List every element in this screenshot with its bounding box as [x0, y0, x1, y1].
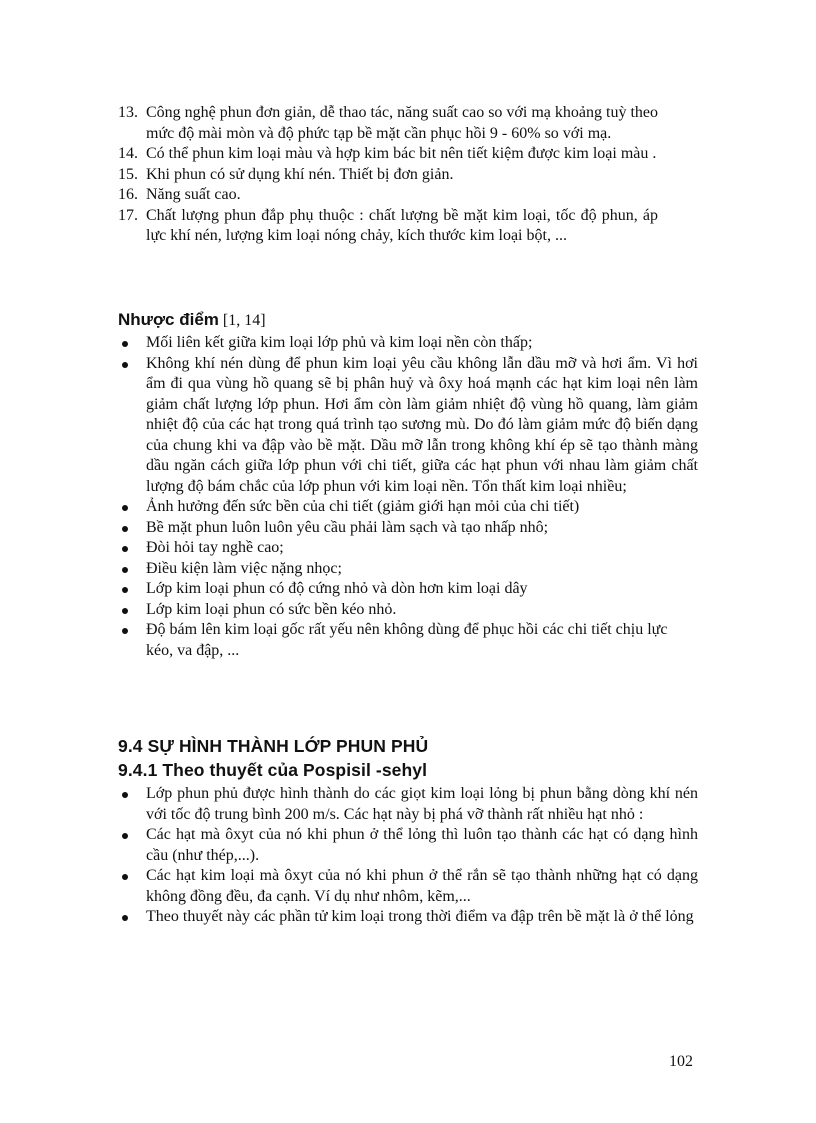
disadvantages-heading: Nhược điểm [1, 14] — [118, 310, 266, 329]
bullet-icon — [122, 341, 128, 347]
list-item: Theo thuyết này các phần tử kim loại trong thời điểm va đập trên bề mặt là ở thể lỏng — [118, 907, 698, 928]
bullet-icon — [122, 505, 128, 511]
list-item: Các hạt mà ôxyt của nó khi phun ở thể lỏng thì luôn tạo thành các hạt có dạng hình cầu (như thép,...). — [118, 825, 698, 866]
list-item: 13. Công nghệ phun đơn giản, dễ thao tác, năng suất cao so với mạ khoảng tuỳ theo mức độ mài mòn và độ phức tạp bề mặt cần phục hồi 9 - 60% so với mạ. — [118, 104, 658, 142]
bullet-icon — [122, 526, 128, 532]
bullet-icon — [122, 546, 128, 552]
list-item: Đòi hỏi tay nghề cao; — [118, 538, 698, 559]
list-item: Bề mặt phun luôn luôn yêu cầu phải làm sạch và tạo nhấp nhô; — [118, 518, 698, 539]
list-item: Lớp kim loại phun có sức bền kéo nhỏ. — [118, 600, 698, 621]
list-item: 17. Chất lượng phun đắp phụ thuộc : chất lượng bề mặt kim loại, tốc độ phun, áp lực khí nén, lượng kim loại nóng chảy, kích thước kim loại bột, ... — [118, 206, 658, 244]
list-item: Các hạt kim loại mà ôxyt của nó khi phun ở thể rắn sẽ tạo thành những hạt có dạng không đồng đều, đa cạnh. Ví dụ như nhôm, kẽm,... — [118, 866, 698, 907]
bullet-icon — [122, 792, 128, 798]
bullet-icon — [122, 915, 128, 921]
numbered-list — [118, 103, 658, 247]
bullet-icon — [122, 628, 128, 634]
list-item: Lớp phun phủ được hình thành do các giọt kim loại lỏng bị phun bằng dòng khí nén với tốc độ trung bình 200 m/s. Các hạt này bị phá vỡ thành rất nhiều hạt nhỏ : — [118, 784, 698, 825]
list-item: Ảnh hưởng đến sức bền của chi tiết (giảm giới hạn mỏi của chi tiết) — [118, 497, 698, 518]
bullet-icon — [122, 874, 128, 880]
list-item: Điều kiện làm việc nặng nhọc; — [118, 559, 698, 580]
list-item: 16. Năng suất cao. — [118, 186, 241, 203]
disadvantages-list — [118, 333, 698, 661]
bullet-icon — [122, 587, 128, 593]
section-title: 9.4 SỰ HÌNH THÀNH LỚP PHUN PHỦ — [118, 736, 429, 756]
list-item: Độ bám lên kim loại gốc rất yếu nên không dùng để phục hồi các chi tiết chịu lực kéo, va đập, ... — [118, 620, 698, 661]
subsection-title: 9.4.1 Theo thuyết của Pospisil -sehyl — [118, 760, 428, 780]
list-item: 14. Có thể phun kim loại màu và hợp kim bác bit nên tiết kiệm được kim loại màu . — [118, 145, 657, 162]
bullet-icon — [122, 608, 128, 614]
list-item: Lớp kim loại phun có độ cứng nhỏ và dòn hơn kim loại dây — [118, 579, 698, 600]
list-item: Mối liên kết giữa kim loại lớp phủ và kim loại nền còn thấp; — [118, 333, 698, 354]
page-number: 102 — [669, 1053, 693, 1070]
list-item: 15. Khi phun có sử dụng khí nén. Thiết bị đơn giản. — [118, 165, 454, 183]
bullet-icon — [122, 567, 128, 573]
bullet-icon — [122, 362, 128, 368]
list-item: Không khí nén dùng để phun kim loại yêu cầu không lẫn dầu mỡ và hơi ẩm. Vì hơi ẩm đi qua vùng hồ quang sẽ bị phân huỷ và ôxy hoá mạnh các hạt kim loại nên làm giảm chất lượng lớp phun. Hơi ẩm còn làm giảm nhiệt độ vùng hồ quang, làm giảm nhiệt độ của các hạt trong quá trình tạo sương mù. Do đó làm giảm mức độ biến dạng của chung khi va đập vào bề mặt. Dầu mỡ lẫn trong không khí ép sẽ tạo thành màng dầu ngăn cách giữa lớp phun với chi tiết, giữa các hạt phun với nhau làm giảm chất lượng độ bám chắc của lớp phun với kim loại nền. Tổn thất kim loại nhiều; — [118, 354, 698, 498]
formation-list — [118, 784, 698, 928]
bullet-icon — [122, 833, 128, 839]
